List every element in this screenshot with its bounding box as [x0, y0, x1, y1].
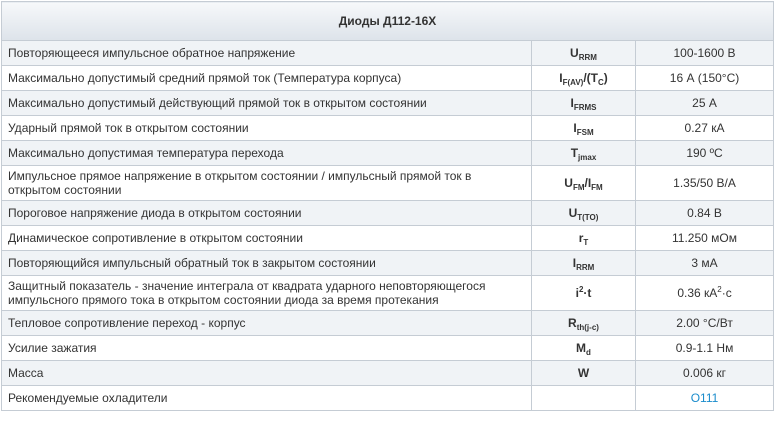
specs-table — [1, 1, 774, 411]
param-value: 25 А — [636, 91, 774, 116]
param-value: 0.84 В — [636, 201, 774, 226]
table-row — [2, 311, 774, 336]
param-value: 2.00 °С/Вт — [636, 311, 774, 336]
param-name: Динамическое сопротивление в открытом состоянии — [2, 226, 532, 251]
param-name: Тепловое сопротивление переход - корпус — [2, 311, 532, 336]
table-row — [2, 91, 774, 116]
param-name: Масса — [2, 361, 532, 386]
table-row — [2, 201, 774, 226]
param-name: Максимально допустимый действующий прямой ток в открытом состоянии — [2, 91, 532, 116]
table-row — [2, 41, 774, 66]
table-row — [2, 116, 774, 141]
param-symbol: $R_{th(j-c)}$ — [532, 311, 636, 336]
param-value: 0.36 $кА^2\cdot с$ — [636, 276, 774, 311]
param-value: 0.9-1.1 Нм — [636, 336, 774, 361]
table-row — [2, 336, 774, 361]
param-value: 3 мА — [636, 251, 774, 276]
param-value: 0.27 кА — [636, 116, 774, 141]
param-name: Повторяющееся импульсное обратное напряжение — [2, 41, 532, 66]
table-title: Диоды Д112-16Х — [2, 2, 774, 41]
param-symbol: W — [532, 361, 636, 386]
param-name: Пороговое напряжение диода в открытом состоянии — [2, 201, 532, 226]
param-symbol: $M_d$ — [532, 336, 636, 361]
param-name: Импульсное прямое напряжение в открытом состоянии / импульсный прямой ток в открытом состоянии — [2, 166, 532, 201]
param-value: 1.35/50 В/А — [636, 166, 774, 201]
table-row — [2, 166, 774, 201]
param-symbol: $U_{FM}/I_{FM}$ — [532, 166, 636, 201]
table-row — [2, 361, 774, 386]
param-name: Защитный показатель - значение интеграла от квадрата ударного неповторяющегося импульсного прямого тока в открытом состоянии диода за время протекания — [2, 276, 532, 311]
param-symbol: $T_{jmax}$ — [532, 141, 636, 166]
param-name: Рекомендуемые охладители — [2, 386, 532, 411]
table-row — [2, 251, 774, 276]
param-symbol: $I_{FSM}$ — [532, 116, 636, 141]
param-symbol: $I_{F(AV)}/(T_C)$ — [532, 66, 636, 91]
param-value: 190 ºС — [636, 141, 774, 166]
table-header-row — [2, 2, 774, 41]
table-row — [2, 66, 774, 91]
table-row — [2, 276, 774, 311]
param-name: Максимально допустимый средний прямой ток (Температура корпуса) — [2, 66, 532, 91]
cooler-link-o111[interactable]: О111 — [690, 391, 719, 405]
param-value: 0.006 кг — [636, 361, 774, 386]
param-symbol: $i^2\cdot t$ — [532, 276, 636, 311]
table-row — [2, 141, 774, 166]
param-symbol: $I_{FRMS}$ — [532, 91, 636, 116]
table-row — [2, 386, 774, 411]
param-name: Усилие зажатия — [2, 336, 532, 361]
param-symbol: $U_{T(TO)}$ — [532, 201, 636, 226]
param-symbol: $U_{RRM}$ — [532, 41, 636, 66]
table-row — [2, 226, 774, 251]
param-value: 100-1600 В — [636, 41, 774, 66]
param-value: 11.250 мОм — [636, 226, 774, 251]
param-symbol: $I_{RRM}$ — [532, 251, 636, 276]
param-name: Повторяющийся импульсный обратный ток в закрытом состоянии — [2, 251, 532, 276]
param-name: Ударный прямой ток в открытом состоянии — [2, 116, 532, 141]
param-symbol: $r_T$ — [532, 226, 636, 251]
param-value — [636, 386, 774, 411]
param-symbol — [532, 386, 636, 411]
param-name: Максимально допустимая температура перехода — [2, 141, 532, 166]
param-value: 16 А (150°С) — [636, 66, 774, 91]
